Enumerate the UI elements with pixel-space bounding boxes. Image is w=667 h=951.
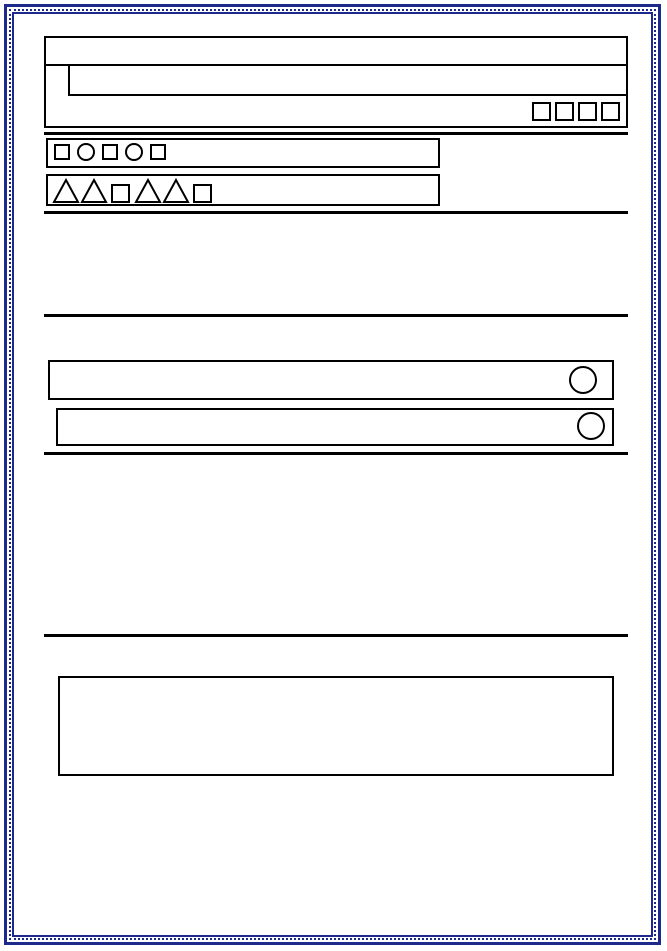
q4-number-square bbox=[416, 492, 580, 628]
triangle-shape bbox=[136, 180, 160, 202]
option-very-good-checkbox[interactable] bbox=[601, 102, 620, 121]
q5-icon-row bbox=[58, 784, 614, 836]
q5-answer-table bbox=[58, 784, 614, 906]
square-shape bbox=[112, 185, 129, 202]
option-acceptable-checkbox[interactable] bbox=[555, 102, 574, 121]
q2-top-row bbox=[56, 258, 612, 281]
circle-shape bbox=[77, 143, 95, 161]
evaluation-row bbox=[532, 102, 620, 121]
triangle-shape bbox=[54, 180, 78, 202]
triangle-shape bbox=[164, 180, 188, 202]
triangle-shape bbox=[82, 180, 106, 202]
divider-2 bbox=[44, 211, 628, 214]
square-shape bbox=[102, 144, 118, 160]
header-row-1 bbox=[46, 38, 626, 66]
divider-4 bbox=[44, 452, 628, 455]
q3-row-2-box bbox=[56, 408, 614, 446]
q5-picture-box bbox=[58, 676, 614, 776]
q5-answer-row bbox=[58, 866, 614, 906]
circle-shape bbox=[125, 143, 143, 161]
divider-1 bbox=[44, 132, 628, 135]
header-row-2 bbox=[68, 64, 628, 96]
option-needs-effort-checkbox[interactable] bbox=[532, 102, 551, 121]
q3-row-2-circle[interactable] bbox=[577, 412, 605, 440]
square-shape bbox=[54, 144, 70, 160]
q3-row-1-circle[interactable] bbox=[569, 366, 597, 394]
option-good-checkbox[interactable] bbox=[578, 102, 597, 121]
divider-3 bbox=[44, 314, 628, 317]
q5-tally-row bbox=[58, 836, 614, 866]
q4-color-square bbox=[88, 492, 258, 628]
square-shape bbox=[150, 144, 166, 160]
q1-pattern-row-1 bbox=[54, 143, 166, 161]
q1-pattern-row-2 bbox=[52, 178, 222, 204]
q2-color-table bbox=[56, 258, 612, 304]
square-shape bbox=[194, 185, 211, 202]
header-box bbox=[44, 36, 628, 128]
q3-row-1-box bbox=[48, 360, 614, 400]
divider-5 bbox=[44, 634, 628, 637]
header-row-3 bbox=[46, 94, 626, 126]
q2-bottom-row bbox=[56, 281, 612, 304]
